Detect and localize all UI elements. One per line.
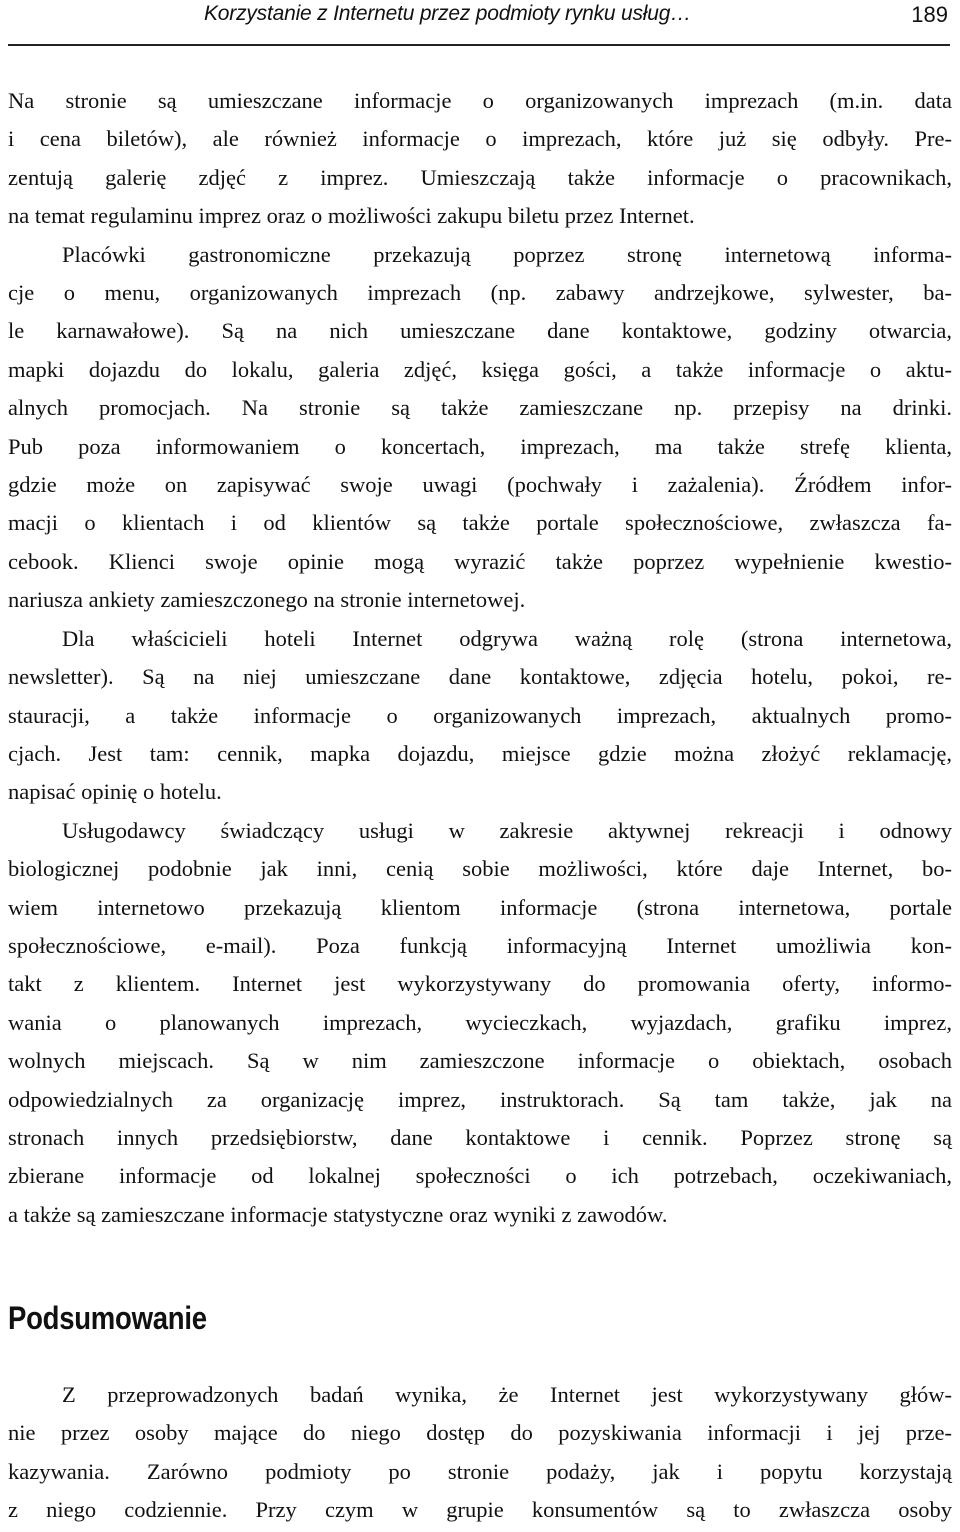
text-line: wiem internetowo przekazują klientom informacje (strona internetowa, portale xyxy=(8,894,952,920)
text-line: Dla właścicieli hoteli Internet odgrywa ważną rolę (strona internetowa, xyxy=(62,625,952,651)
text-line: zentują galerię zdjęć z imprez. Umieszczają także informacje o pracownikach, xyxy=(8,164,952,190)
summary-text xyxy=(8,1376,952,1530)
text-line: gdzie może on zapisywać swoje uwagi (pochwały i zażalenia). Źródłem infor- xyxy=(8,472,952,498)
text-line: nariusza ankiety zamieszczonego na stronie internetowej. xyxy=(8,587,526,613)
text-line: Placówki gastronomiczne przekazują poprzez stronę internetową informa- xyxy=(62,241,952,267)
text-line: wolnych miejscach. Są w nim zamieszczone informacje o obiektach, osobach xyxy=(8,1048,952,1074)
paragraph-events xyxy=(8,82,952,236)
text-line: napisać opinię o hotelu. xyxy=(8,779,222,805)
page-number: 189 xyxy=(911,2,948,27)
section-heading: Podsumowanie xyxy=(8,1300,207,1336)
text-line: alnych promocjach. Na stronie są także zamieszczane np. przepisy na drinki. xyxy=(8,395,952,421)
running-header xyxy=(8,0,950,46)
text-line: kazywania. Zarówno podmioty po stronie podaży, jak i popytu korzystają xyxy=(8,1458,952,1484)
text-line: stronach innych przedsiębiorstw, dane kontaktowe i cennik. Poprzez stronę są xyxy=(8,1124,952,1150)
main-text xyxy=(8,82,952,1234)
text-line: newsletter). Są na niej umieszczane dane kontaktowe, zdjęcia hotelu, pokoi, re- xyxy=(8,664,952,690)
text-line: cjach. Jest tam: cennik, mapka dojazdu, miejsce gdzie można złożyć reklamację, xyxy=(8,740,952,766)
paragraph-gastronomy xyxy=(8,236,952,620)
running-title: Korzystanie z Internetu przez podmioty rynku usług… xyxy=(204,2,692,25)
text-line: społecznościowe, e-mail). Poza funkcją informacyjną Internet umożliwia kon- xyxy=(8,932,952,958)
text-line: odpowiedzialnych za organizację imprez, instruktorach. Są tam także, jak na xyxy=(8,1086,952,1112)
paragraph-hotels xyxy=(8,620,952,812)
text-line: mapki dojazdu do lokalu, galeria zdjęć, księga gości, a także informacje o aktu- xyxy=(8,356,952,382)
text-line: z niego codziennie. Przy czym w grupie konsumentów są to zwłaszcza osoby xyxy=(8,1497,952,1523)
text-line: na temat regulaminu imprez oraz o możliwości zakupu biletu przez Internet. xyxy=(8,203,695,229)
text-line: cje o menu, organizowanych imprezach (np. zabawy andrzejkowe, sylwester, ba- xyxy=(8,280,952,306)
text-line: macji o klientach i od klientów są także portale społecznościowe, zwłaszcza fa- xyxy=(8,510,952,536)
text-line: wania o planowanych imprezach, wycieczkach, wyjazdach, grafiku imprez, xyxy=(8,1009,952,1035)
text-line: zbierane informacje od lokalnej społeczności o ich potrzebach, oczekiwaniach, xyxy=(8,1163,952,1189)
text-line: Na stronie są umieszczane informacje o organizowanych imprezach (m.in. data xyxy=(8,88,952,113)
text-line: takt z klientem. Internet jest wykorzystywany do promowania oferty, informo- xyxy=(8,971,952,997)
text-line: i cena biletów), ale również informacje o imprezach, które już się odbyły. Pre- xyxy=(8,126,952,152)
text-line: stauracji, a także informacje o organizowanych imprezach, aktualnych promo- xyxy=(8,702,952,728)
text-line: nie przez osoby mające do niego dostęp do pozyskiwania informacji i jej prze- xyxy=(8,1420,952,1446)
paragraph-recreation xyxy=(8,812,952,1234)
text-line: Z przeprowadzonych badań wynika, że Internet jest wykorzystywany głów- xyxy=(62,1382,952,1407)
text-line: cebook. Klienci swoje opinie mogą wyrazić także poprzez wypełnienie kwestio- xyxy=(8,548,952,574)
paragraph-summary xyxy=(8,1376,952,1530)
text-line: Pub poza informowaniem o koncertach, imprezach, ma także strefę klienta, xyxy=(8,433,952,459)
text-line: le karnawałowe). Są na nich umieszczane dane kontaktowe, godziny otwarcia, xyxy=(8,318,952,344)
text-line: Usługodawcy świadczący usługi w zakresie aktywnej rekreacji i odnowy xyxy=(62,817,952,843)
text-line: a także są zamieszczane informacje statystyczne oraz wyniki z zawodów. xyxy=(8,1201,668,1227)
text-line: biologicznej podobnie jak inni, cenią sobie możliwości, które daje Internet, bo- xyxy=(8,856,952,882)
